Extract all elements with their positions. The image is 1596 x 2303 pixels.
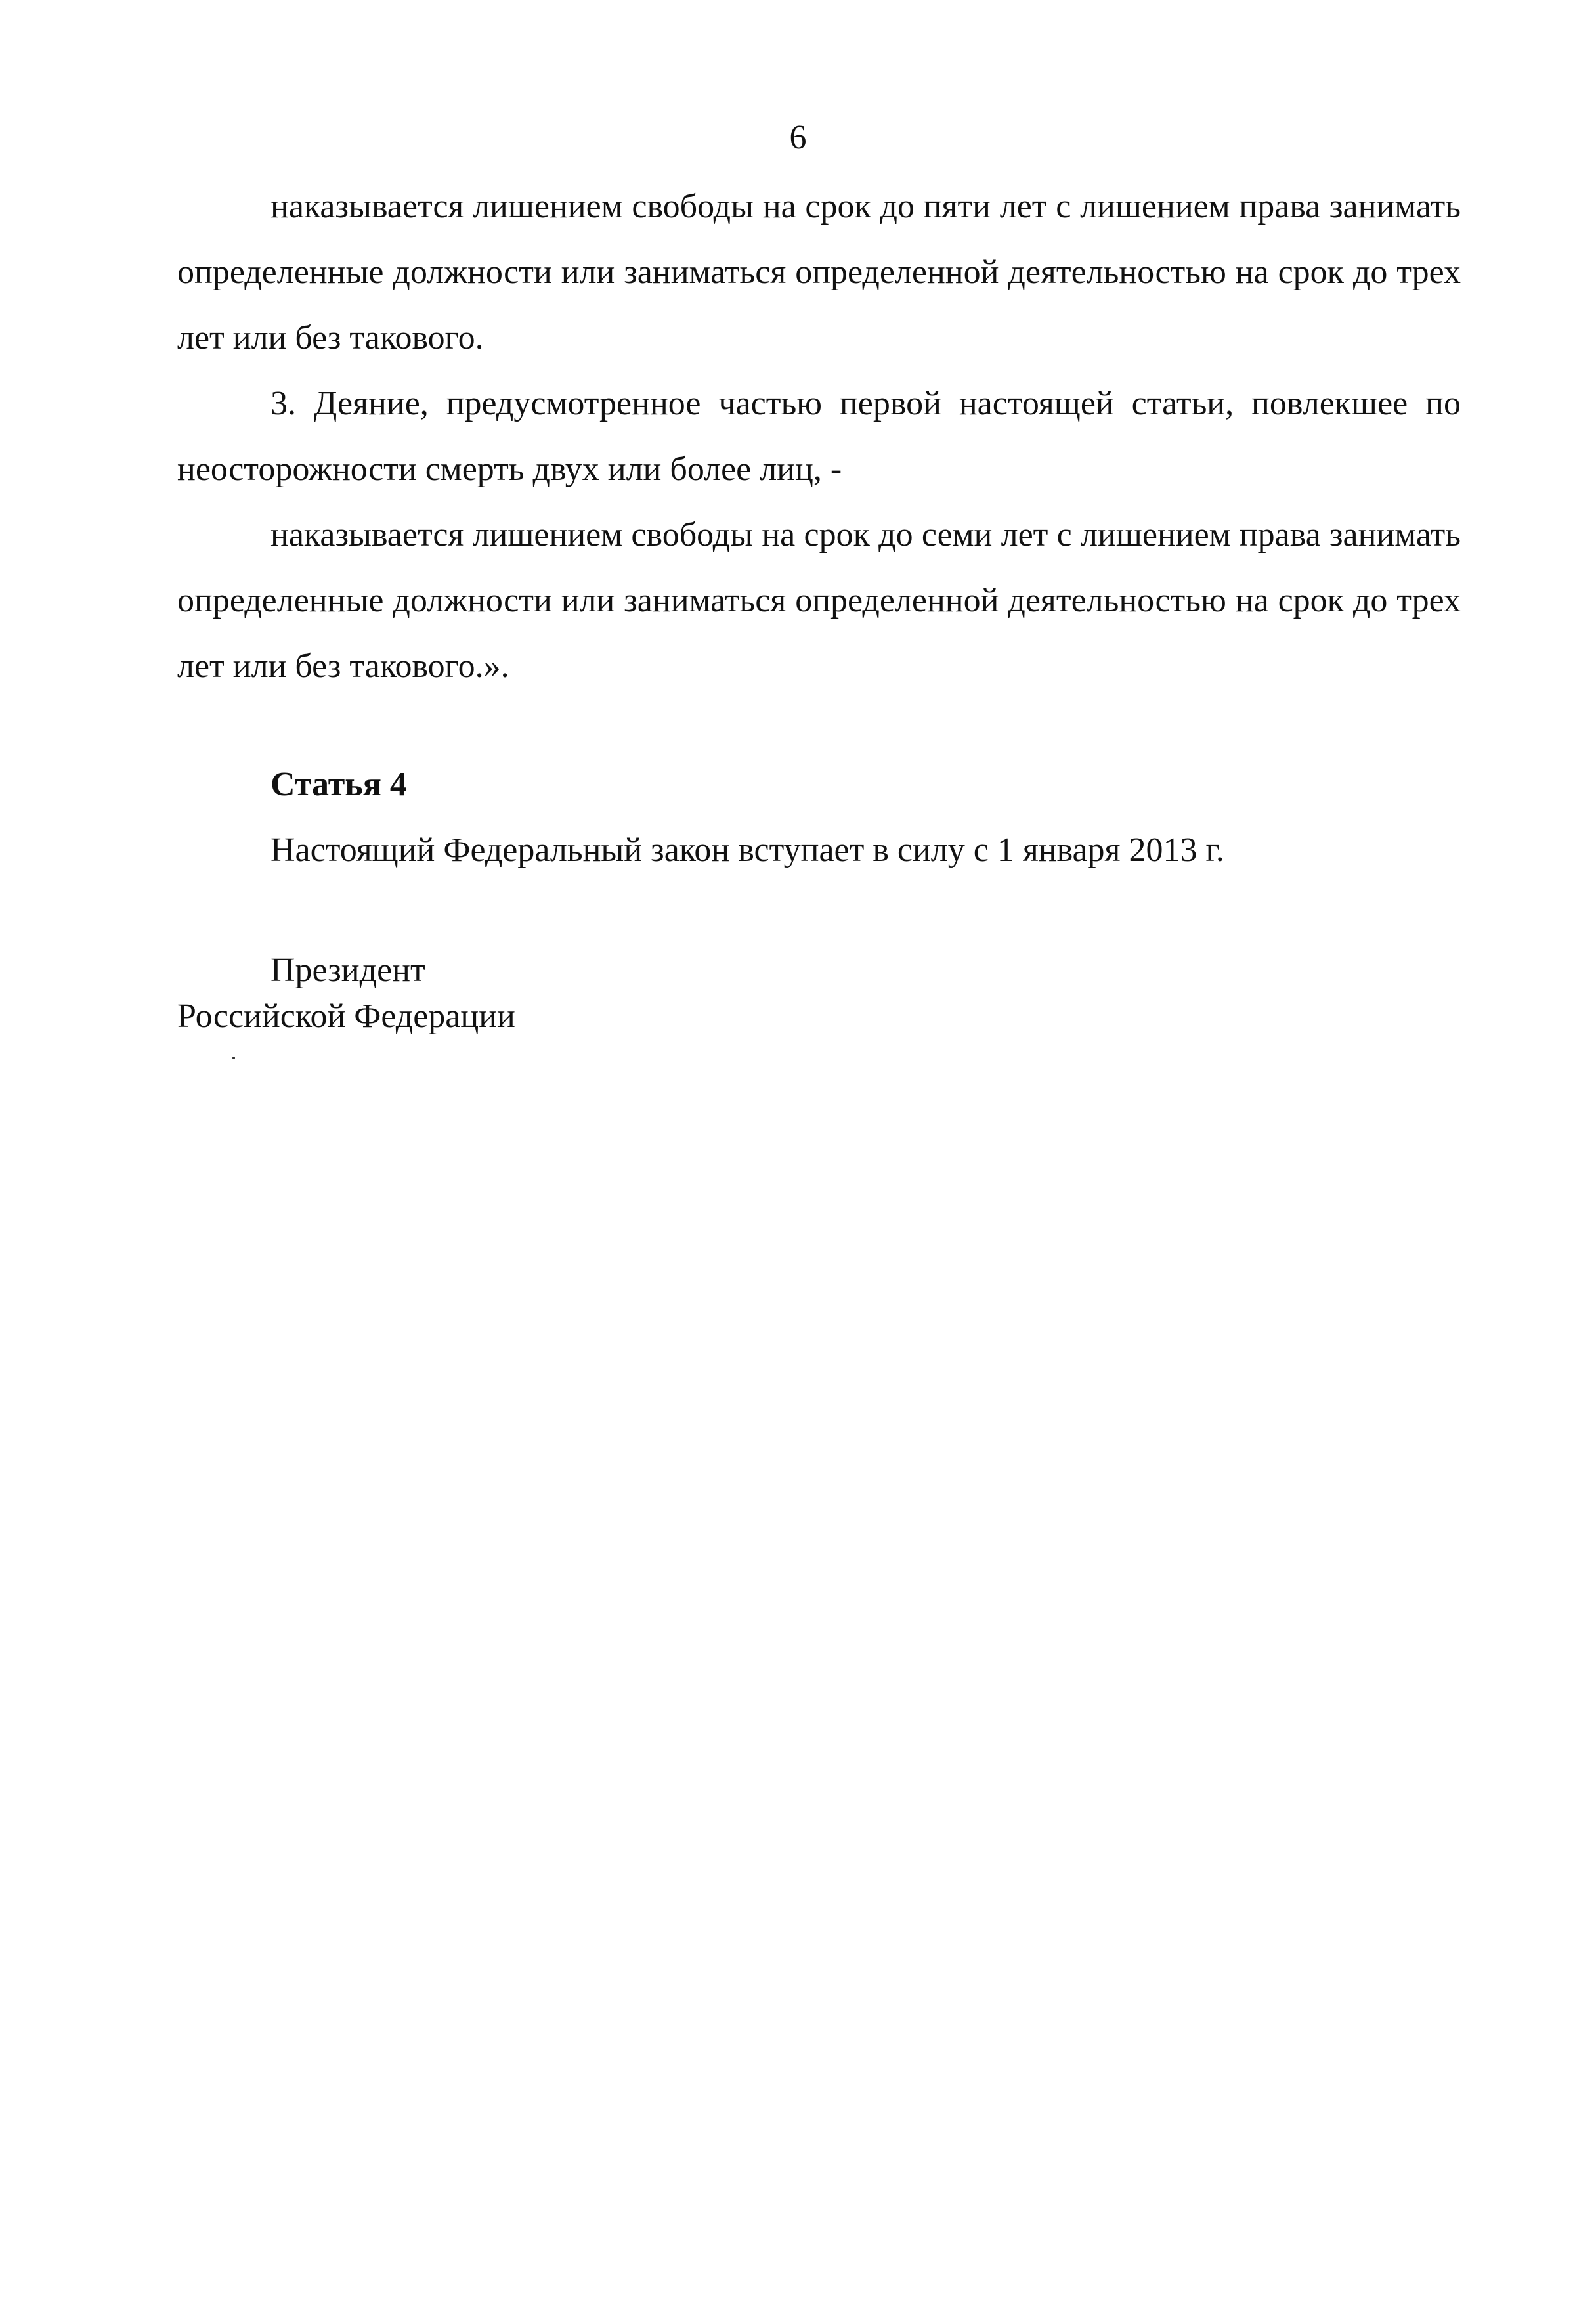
signature-title: Президент: [270, 952, 425, 989]
scan-artifact-dot: [232, 1057, 235, 1059]
document-body: [177, 174, 1461, 699]
paragraph-part-three: 3. Деяние, предусмотренное частью первой настоящей статьи, повлекшее по неосторожности смерть двух или более лиц, -: [177, 385, 1461, 488]
paragraph-penalty-five-years: наказывается лишением свободы на срок до пяти лет с лишением права занимать определенные должности или заниматься определенной деятельностью на срок до трех лет или без такового.: [177, 188, 1461, 357]
page-number: 6: [789, 119, 807, 156]
signature-block: [177, 948, 965, 1040]
article-text: Настоящий Федеральный закон вступает в силу с 1 января 2013 г.: [270, 831, 1224, 869]
article-title: Статья 4: [270, 766, 407, 803]
paragraph-penalty-seven-years: наказывается лишением свободы на срок до семи лет с лишением права занимать определенные должности или заниматься определенной деятельностью на срок до трех лет или без такового.».: [177, 516, 1461, 685]
signature-organization: Российской Федерации: [177, 998, 515, 1035]
article-4: [270, 752, 1452, 883]
